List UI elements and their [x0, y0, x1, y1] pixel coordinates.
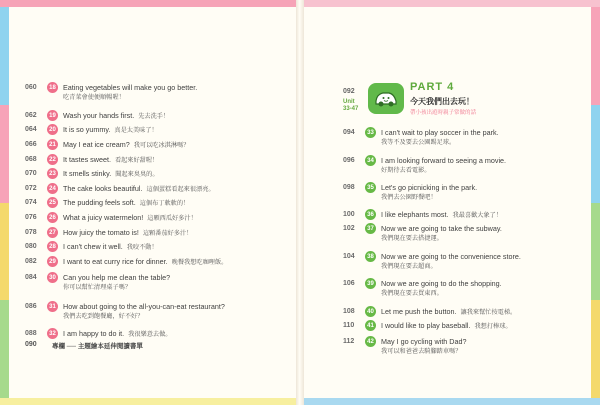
english-text: Eating vegetables will make you go better.	[63, 83, 198, 92]
entry-text	[63, 328, 171, 340]
unit-number-badge: 27	[47, 227, 58, 238]
toc-entry[interactable]	[25, 256, 227, 268]
entry-page-number: 084	[25, 274, 37, 281]
toc-entry[interactable]	[343, 306, 516, 318]
unit-number-badge: 18	[47, 82, 58, 93]
entry-text	[381, 306, 516, 318]
entry-text	[381, 155, 506, 175]
english-sentence	[381, 306, 516, 318]
special-column-title: 專欄 ── 主題繪本延伸閱讀書單	[52, 343, 143, 350]
english-text: I am happy to do it.	[63, 329, 125, 338]
toc-entry[interactable]	[25, 110, 169, 122]
chinese-translation: 我很樂意去做。	[128, 331, 172, 338]
chinese-translation: 你可以幫忙清理桌子嗎？	[63, 284, 132, 291]
special-page-number: 090	[25, 341, 37, 348]
english-text: Let's go picnicking in the park.	[381, 183, 478, 192]
english-text: The pudding feels soft.	[63, 198, 136, 207]
english-sentence	[63, 301, 225, 312]
bottom-left-color-band	[0, 398, 296, 405]
unit-number-badge: 20	[47, 124, 58, 135]
chinese-translation: 這顆番茄好多汁！	[142, 230, 193, 237]
english-sentence	[63, 82, 197, 93]
entry-text	[63, 241, 158, 253]
unit-number-badge: 38	[365, 251, 376, 262]
entry-text	[63, 168, 159, 180]
entry-text	[381, 209, 502, 221]
part-title: PART 4	[410, 81, 455, 93]
toc-entry[interactable]	[25, 154, 158, 166]
entry-text	[63, 82, 197, 102]
part-description: 帶小孩出遊時親子常做的話	[410, 110, 477, 116]
entry-text	[63, 301, 225, 321]
chinese-translation: 我可以吃冰淇淋嗎？	[133, 142, 190, 149]
toc-entry[interactable]	[25, 124, 158, 136]
toc-entry[interactable]	[25, 82, 197, 102]
chinese-translation: 這個布丁軟軟的！	[139, 200, 190, 207]
unit-number-badge: 29	[47, 256, 58, 267]
entry-text	[381, 336, 467, 356]
entry-page-number: 060	[25, 84, 37, 91]
chinese-translation: 我們現在要去搭捷運。	[381, 235, 443, 242]
chinese-translation: 讓我來幫忙按電梯。	[460, 309, 517, 316]
english-sentence	[381, 278, 502, 289]
entry-text	[63, 110, 169, 122]
toc-entry[interactable]	[343, 155, 506, 175]
entry-page-number: 072	[25, 185, 37, 192]
unit-number-badge: 30	[47, 272, 58, 283]
unit-range: 33-47	[343, 106, 359, 112]
chinese-translation: 我想打棒球。	[474, 323, 512, 330]
top-right-color-band	[304, 0, 600, 7]
english-text: The cake looks beautiful.	[63, 184, 143, 193]
english-sentence	[381, 182, 477, 193]
toc-entry[interactable]	[343, 182, 477, 202]
bottom-right-color-band	[304, 398, 600, 405]
chinese-translation: 這顆西瓜好多汁！	[147, 215, 197, 222]
toc-entry[interactable]	[25, 227, 192, 239]
english-sentence	[381, 223, 502, 234]
chinese-translation: 聞起來臭臭的。	[115, 171, 159, 178]
english-sentence	[381, 320, 512, 332]
chinese-translation: 我可以和爸爸去騎腳踏車嗎？	[381, 348, 462, 355]
unit-number-badge: 41	[365, 320, 376, 331]
entry-text	[63, 272, 170, 292]
unit-number-badge: 25	[47, 197, 58, 208]
entry-text	[381, 251, 521, 271]
english-sentence	[381, 127, 499, 138]
chinese-translation: 我咬不動！	[126, 244, 158, 251]
unit-number-badge: 40	[365, 306, 376, 317]
entry-text	[381, 320, 512, 332]
toc-entry[interactable]	[343, 223, 502, 243]
toc-entry[interactable]	[25, 212, 197, 224]
chinese-translation: 晚餐我想吃咖哩飯。	[171, 259, 228, 266]
unit-number-badge: 39	[365, 278, 376, 289]
part-subtitle: 今天我們出去玩！	[410, 97, 474, 106]
chinese-translation: 我們現在要去買東西。	[381, 290, 443, 297]
entry-text	[381, 223, 502, 243]
english-text: It smells stinky.	[63, 169, 112, 178]
unit-number-badge: 21	[47, 139, 58, 150]
english-sentence	[63, 227, 192, 239]
unit-number-badge: 19	[47, 110, 58, 121]
right-edge-color-strip	[591, 7, 600, 398]
english-sentence	[63, 168, 159, 180]
chinese-translation: 先去洗手！	[138, 113, 170, 120]
english-sentence	[63, 183, 215, 195]
unit-number-badge: 22	[47, 154, 58, 165]
chinese-translation: 我等不及要去公園踢足球。	[381, 139, 456, 146]
english-sentence	[63, 154, 158, 166]
english-text: Let me push the button.	[381, 307, 457, 316]
chinese-translation: 我們現在要去超商。	[381, 263, 437, 270]
toc-entry[interactable]	[25, 183, 215, 195]
english-sentence	[63, 241, 158, 253]
entry-text	[381, 182, 477, 202]
english-sentence	[63, 256, 227, 268]
entry-page-number: 070	[25, 170, 37, 177]
english-sentence	[381, 209, 502, 221]
toc-entry[interactable]	[25, 301, 225, 321]
entry-page-number: 066	[25, 141, 37, 148]
entry-page-number: 112	[343, 338, 355, 345]
unit-word: Unit	[343, 99, 355, 105]
entry-text	[63, 212, 197, 224]
english-text: I can't wait to play soccer in the park.	[381, 128, 499, 137]
unit-number-badge: 31	[47, 301, 58, 312]
english-text: May I eat ice cream?	[63, 140, 130, 149]
english-text: Can you help me clean the table?	[63, 273, 171, 282]
english-text: Now we are going to take the subway.	[381, 224, 502, 233]
english-sentence	[63, 124, 158, 136]
toc-entry[interactable]	[25, 328, 171, 340]
chinese-translation: 我們去吃到飽餐廳，好不好？	[63, 313, 144, 320]
entry-page-number: 064	[25, 126, 37, 133]
unit-number-badge: 23	[47, 168, 58, 179]
english-text: I want to eat curry rice for dinner.	[63, 257, 168, 266]
english-sentence	[381, 251, 521, 262]
english-text: May I go cycling with Dad?	[381, 337, 467, 346]
toc-entry[interactable]	[25, 139, 189, 151]
entry-page-number: 068	[25, 156, 37, 163]
unit-number-badge: 26	[47, 212, 58, 223]
entry-text	[63, 154, 158, 166]
entry-page-number: 062	[25, 112, 37, 119]
entry-page-number: 080	[25, 243, 37, 250]
english-sentence	[63, 328, 171, 340]
top-left-color-band	[0, 0, 296, 7]
entry-page-number: 098	[343, 184, 355, 191]
entry-page-number: 094	[343, 129, 355, 136]
english-text: I am looking forward to seeing a movie.	[381, 156, 507, 165]
chinese-translation: 真是太美味了！	[114, 127, 158, 134]
toc-entry[interactable]	[25, 241, 158, 253]
unit-number-badge: 28	[47, 241, 58, 252]
english-sentence	[63, 139, 189, 151]
entry-page-number: 082	[25, 258, 37, 265]
toc-entry[interactable]	[25, 272, 170, 292]
part-page-number: 092	[343, 88, 355, 95]
english-text: What a juicy watermelon!	[63, 213, 144, 222]
entry-page-number: 076	[25, 214, 37, 221]
entry-page-number: 074	[25, 199, 37, 206]
english-text: I like elephants most.	[381, 210, 449, 219]
entry-text	[63, 183, 215, 195]
toc-entry[interactable]	[25, 168, 159, 180]
unit-number-badge: 36	[365, 209, 376, 220]
chinese-translation: 看起來好甜喔！	[114, 157, 159, 164]
unit-number-badge: 37	[365, 223, 376, 234]
part-unit-label	[343, 99, 358, 113]
english-text: Now we are going to the convenience store.	[381, 252, 521, 261]
unit-number-badge: 33	[365, 127, 376, 138]
english-text: It is so yummy.	[63, 125, 111, 134]
toc-entry[interactable]	[343, 127, 499, 147]
car-icon	[368, 83, 404, 114]
entry-text	[63, 227, 192, 239]
chinese-translation: 我最喜歡大象了！	[452, 212, 503, 219]
entry-text	[63, 124, 158, 136]
toc-entry[interactable]	[343, 209, 502, 221]
english-text: I would like to play baseball.	[381, 321, 471, 330]
english-sentence	[63, 110, 169, 122]
entry-text	[63, 256, 227, 268]
entry-page-number: 086	[25, 303, 37, 310]
entry-page-number: 104	[343, 253, 355, 260]
chinese-translation: 我們去公園野餐吧！	[381, 194, 437, 201]
entry-text	[63, 139, 189, 151]
english-text: How about going to the all-you-can-eat restaurant?	[63, 302, 225, 311]
entry-page-number: 088	[25, 330, 37, 337]
english-sentence	[63, 272, 170, 283]
english-text: Now we are going to do the shopping.	[381, 279, 502, 288]
unit-number-badge: 42	[365, 336, 376, 347]
entry-text	[63, 197, 189, 209]
chinese-translation: 吃青菜會使便順暢喔！	[63, 94, 125, 101]
left-edge-color-strip	[0, 7, 9, 398]
entry-page-number: 078	[25, 229, 37, 236]
english-text: How juicy the tomato is!	[63, 228, 139, 237]
toc-entry[interactable]	[343, 320, 512, 332]
english-sentence	[381, 336, 467, 347]
entry-text	[381, 127, 499, 147]
unit-number-badge: 32	[47, 328, 58, 339]
entry-page-number: 106	[343, 280, 355, 287]
unit-number-badge: 35	[365, 182, 376, 193]
page-gutter	[296, 0, 304, 405]
english-text: It tastes sweet.	[63, 155, 111, 164]
entry-text	[381, 278, 502, 298]
english-sentence	[381, 155, 506, 166]
toc-entry[interactable]	[343, 336, 467, 356]
entry-page-number: 102	[343, 225, 355, 232]
toc-entry[interactable]	[343, 251, 521, 271]
unit-number-badge: 34	[365, 155, 376, 166]
chinese-translation: 這個蛋糕看起來很漂亮。	[146, 186, 215, 193]
entry-page-number: 108	[343, 308, 355, 315]
toc-entry[interactable]	[343, 278, 502, 298]
toc-entry[interactable]	[25, 197, 189, 209]
entry-page-number: 100	[343, 211, 355, 218]
english-text: I can't chew it well.	[63, 242, 123, 251]
english-text: Wash your hands first.	[63, 111, 135, 120]
unit-number-badge: 24	[47, 183, 58, 194]
entry-page-number: 096	[343, 157, 355, 164]
english-sentence	[63, 197, 189, 209]
chinese-translation: 好期待去看電影。	[381, 167, 431, 174]
entry-page-number: 110	[343, 322, 355, 329]
english-sentence	[63, 212, 197, 224]
